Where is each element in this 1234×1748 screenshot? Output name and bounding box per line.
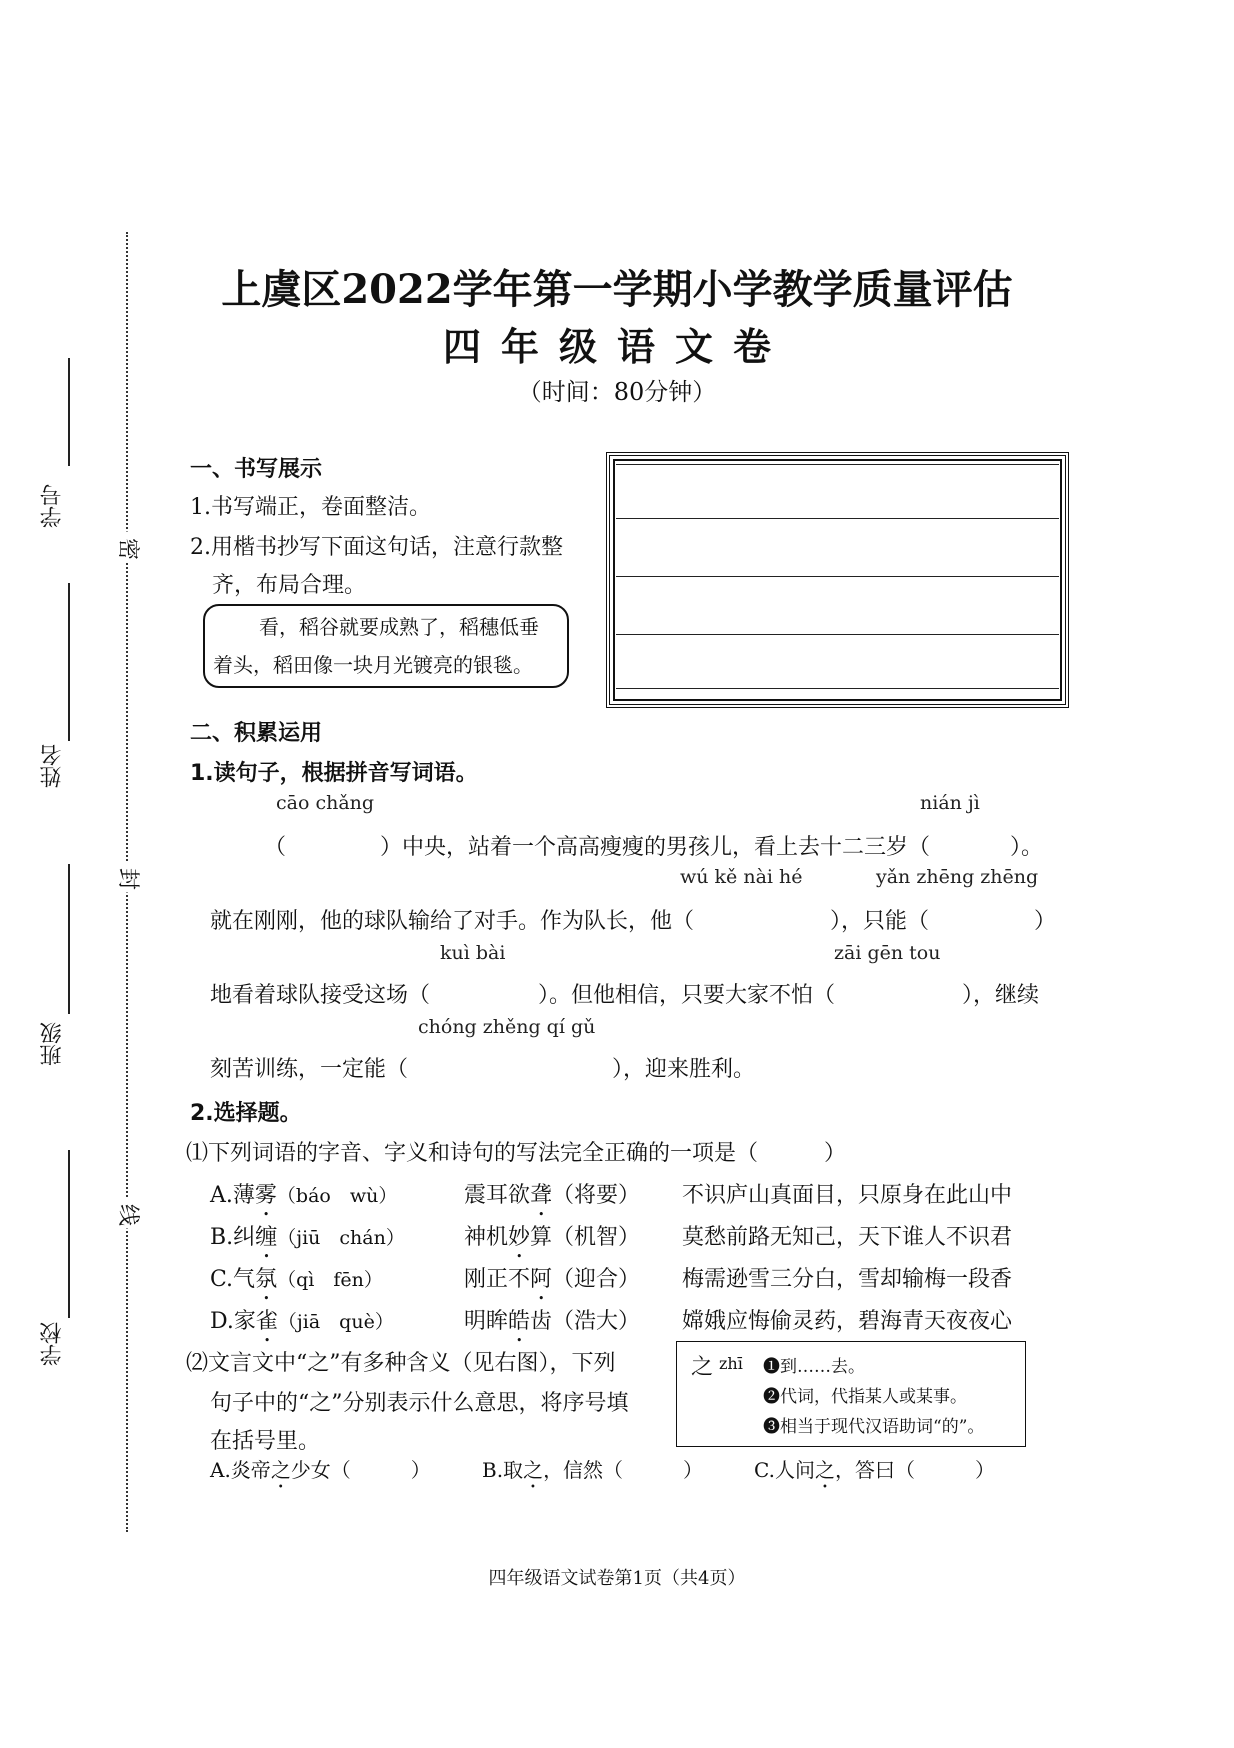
option-c-idiom (464, 1262, 640, 1305)
pinyin-zaigentou: zāi gēn tou (834, 942, 941, 964)
word-part: 家 (233, 1309, 256, 1334)
pinyin-caochang: cāo chǎng (276, 792, 375, 814)
def-pinyin: zhī (719, 1354, 743, 1373)
dotted-char: 氛 (255, 1267, 278, 1292)
writing-rule (616, 634, 1059, 635)
idiom-part: 算（机智） (530, 1225, 641, 1250)
option-d[interactable] (210, 1304, 394, 1347)
class-blank[interactable] (68, 864, 70, 1014)
answer-part: 少女（ ） (290, 1458, 431, 1482)
pinyin-wukenaihe: wú kě nài hé (680, 866, 803, 888)
writing-rule (616, 518, 1059, 519)
seal-mi: 密 (113, 532, 147, 563)
student-id-label: 学号 (40, 484, 65, 528)
option-a[interactable] (210, 1178, 397, 1221)
q1-line2-b: ），只能（ (830, 909, 930, 934)
option-label: D. (210, 1309, 234, 1334)
answer-part: ，信然（ ） (543, 1458, 704, 1482)
option-d-idiom (464, 1304, 640, 1347)
definition-box (676, 1341, 1026, 1447)
idiom-part: 刚正不 (464, 1267, 531, 1292)
q1-title: 1.读句子，根据拼音写词语。 (190, 761, 478, 786)
school-label: 学校 (40, 1322, 65, 1366)
q1-line4-a: 刻苦训练，一定能（ (210, 1057, 409, 1082)
def-char: 之 (691, 1355, 714, 1380)
option-a-idiom (464, 1178, 640, 1221)
word-part: 纠 (233, 1225, 256, 1250)
writing-rule-bottom (616, 688, 1059, 689)
q1-line3-a: 地看着球队接受这场（ (210, 983, 431, 1008)
page-footer: 四年级语文试卷第1页（共4页） (488, 1568, 746, 1589)
dotted-char: 之 (523, 1458, 544, 1482)
writing-rule (616, 576, 1059, 577)
dotted-char: 聋 (530, 1183, 553, 1208)
section1-item2-line2: 齐，布局合理。 (212, 573, 367, 598)
word-part: 气 (233, 1267, 256, 1292)
idiom-part: （将要） (552, 1183, 641, 1208)
exam-subtitle: 四年级语文卷 (442, 324, 791, 369)
answer-b[interactable] (482, 1454, 703, 1493)
idiom-part: 震耳欲 (464, 1183, 531, 1208)
q1-line2-c: ） (1034, 909, 1057, 934)
q2-title: 2.选择题。 (190, 1101, 302, 1126)
answer-c[interactable] (754, 1454, 995, 1493)
writing-rule-top (616, 464, 1059, 465)
seal-feng: 封 (113, 862, 147, 893)
q1-line3-b: ）。但他相信，只要大家不怕（ (538, 983, 836, 1008)
seal-xian: 线 (113, 1198, 147, 1229)
q1-line1-c: ）。 (1010, 835, 1044, 860)
option-c-poem: 梅需逊雪三分白，雪却输梅一段香 (682, 1267, 1013, 1292)
q2-sub2-line3: 在括号里。 (210, 1429, 321, 1454)
q2-sub2-line2: 句子中的“之”分别表示什么意思，将序号填 (210, 1391, 629, 1416)
option-a-poem: 不识庐山真面目，只原身在此山中 (682, 1183, 1013, 1208)
quote-line2: 着头，稻田像一块月光镀亮的银毯。 (213, 653, 533, 677)
option-b-idiom (464, 1220, 640, 1263)
q1-line1-b: ）中央，站着一个高高瘦瘦的男孩儿，看上去十二三岁（ (380, 835, 931, 860)
dotted-char: 雀 (255, 1309, 278, 1334)
option-b[interactable] (210, 1220, 405, 1263)
name-label: 姓名 (40, 744, 65, 788)
idiom-part: 神机 (464, 1225, 509, 1250)
option-d-poem: 嫦娥应悔偷灵药，碧海青天夜夜心 (682, 1309, 1013, 1334)
idiom-part: （迎合） (552, 1267, 641, 1292)
section2-heading: 二、积累运用 (190, 721, 323, 746)
q1-line3-c: ），继续 (962, 983, 1040, 1008)
dotted-char: 阿 (530, 1267, 553, 1292)
pronunciation: （jiā què） (277, 1311, 394, 1333)
def-meaning-3: ❸相当于现代汉语助词“的”。 (763, 1417, 985, 1437)
exam-time: （时间：80分钟） (517, 378, 717, 406)
q2-sub1: ⑴下列词语的字音、字义和诗句的写法完全正确的一项是（ ） (186, 1141, 847, 1166)
name-blank[interactable] (68, 583, 70, 741)
option-label: C. (210, 1267, 234, 1292)
pronunciation: （jiū chán） (277, 1227, 405, 1249)
quote-line1: 看，稻谷就要成熟了，稻穗低垂 (259, 615, 539, 639)
dotted-char: 之 (814, 1458, 835, 1482)
section1-item2-line1: 2.用楷书抄写下面这句话，注意行款整 (190, 535, 563, 560)
q1-line1-a: （ (264, 835, 287, 860)
def-meaning-2: ❷代词，代指某人或某事。 (763, 1387, 967, 1407)
q2-sub2-line1: ⑵文言文中“之”有多种含义（见右图），下列 (186, 1351, 616, 1376)
idiom-part: 齿（浩大） (530, 1309, 641, 1334)
answer-a[interactable] (210, 1454, 431, 1493)
word-part: 薄 (232, 1183, 255, 1208)
q1-line4-b: ），迎来胜利。 (612, 1057, 756, 1082)
option-b-poem: 莫愁前路无知己，天下谁人不识君 (682, 1225, 1013, 1250)
pronunciation: （qì fēn） (277, 1269, 383, 1291)
pinyin-kuibai: kuì bài (440, 942, 506, 964)
exam-title: 上虞区2022学年第一学期小学教学质量评估 (221, 266, 1013, 313)
pinyin-chongzhengqigu: chóng zhěng qí gǔ (418, 1016, 596, 1038)
dotted-char: 妙 (508, 1225, 531, 1250)
q1-line2-a: 就在刚刚，他的球队输给了对手。作为队长，他（ (210, 909, 695, 934)
answer-part: A.炎帝 (210, 1458, 271, 1482)
def-meaning-1: ❶到……去。 (763, 1357, 865, 1377)
option-label: A. (210, 1183, 233, 1208)
answer-part: C.人问 (754, 1458, 815, 1482)
answer-part: ，答曰（ ） (834, 1458, 995, 1482)
section1-item1: 1.书写端正，卷面整洁。 (190, 495, 431, 520)
option-c[interactable] (210, 1262, 383, 1305)
dotted-char: 皓 (508, 1309, 531, 1334)
dotted-char: 之 (270, 1458, 291, 1482)
handwriting-box[interactable] (606, 452, 1069, 708)
pinyin-nianji: nián jì (920, 792, 980, 814)
school-blank[interactable] (68, 1150, 70, 1318)
dotted-char: 雾 (254, 1183, 277, 1208)
option-label: B. (210, 1225, 234, 1250)
dotted-char: 缠 (255, 1225, 278, 1250)
idiom-part: 明眸 (464, 1309, 509, 1334)
section1-heading: 一、书写展示 (190, 457, 323, 482)
pinyin-yanzhengzheng: yǎn zhēng zhēng (876, 866, 1039, 888)
pronunciation: （báo wù） (276, 1185, 398, 1207)
answer-part: B.取 (482, 1458, 524, 1482)
class-label: 班级 (40, 1022, 65, 1066)
quote-box (203, 604, 569, 688)
